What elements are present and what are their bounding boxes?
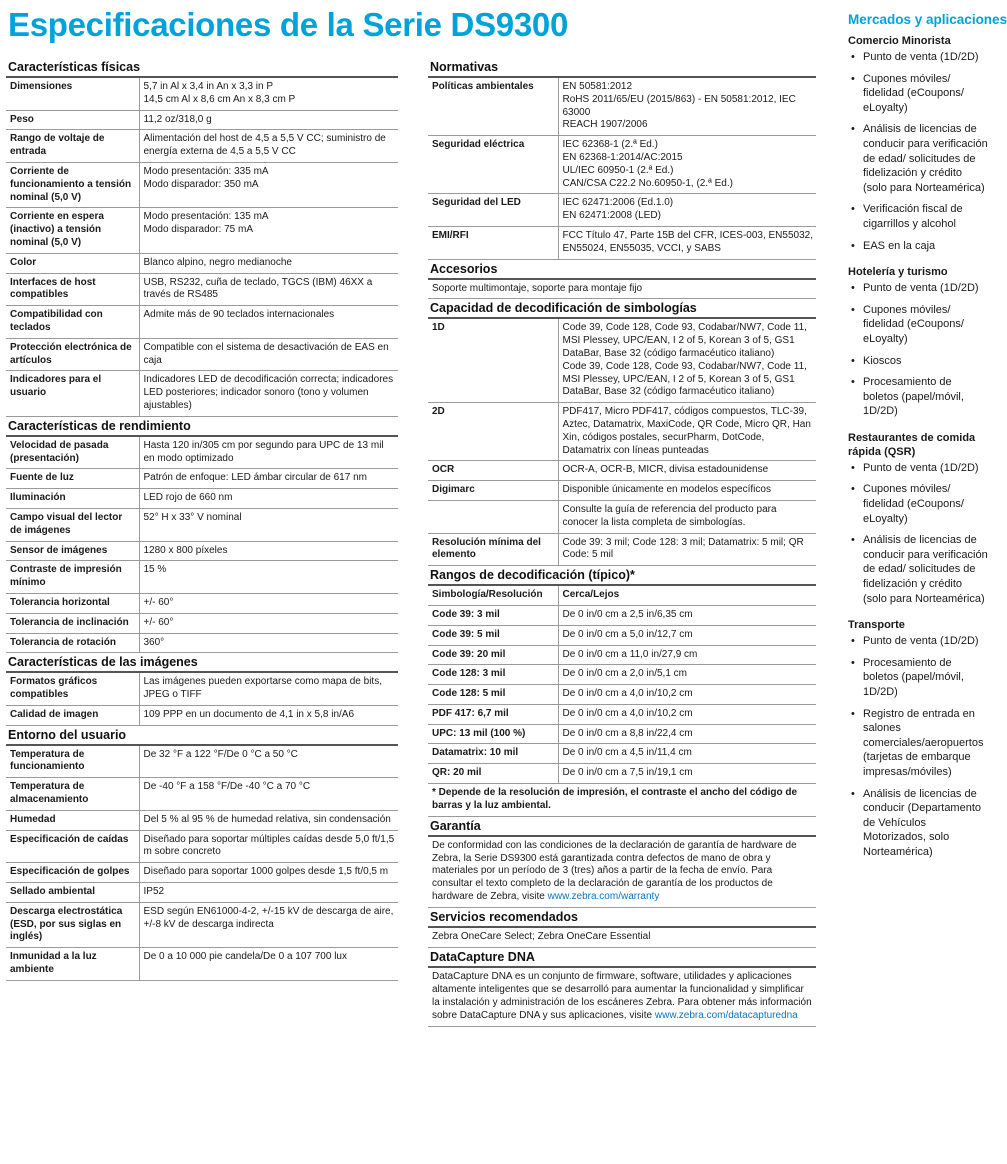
row-value: ESD según EN61000-4-2, +/-15 kV de descarga de aire, +/-8 kV de descarga indirecta [139,902,398,947]
row-label: Descarga electrostática (ESD, por sus siglas en inglés) [6,902,139,947]
table-row [6,863,398,883]
row-label: Resolución mínima del elemento [428,533,558,566]
section-heading: Normativas [428,58,816,78]
column-header: Simbología/Resolución [428,586,558,605]
row-value: EN 50581:2012 RoHS 2011/65/EU (2015/863) - EN 50581:2012, IEC 63000 REACH 1907/2006 [558,78,816,136]
page-title: Especificaciones de la Serie DS9300 [8,6,568,43]
row-label: Contraste de impresión mínimo [6,561,139,594]
column-header: Cerca/Lejos [558,586,816,605]
row-value: Admite más de 90 teclados internacionales [139,306,398,339]
row-value: De 0 in/0 cm a 4,5 in/11,4 cm [558,744,816,764]
row-value: Diseñado para soportar 1000 golpes desde 1,5 ft/0,5 m [139,863,398,883]
left-column [6,58,398,981]
row-label: Campo visual del lector de imágenes [6,508,139,541]
list-item: • Kioscos [848,354,988,369]
table-row [6,561,398,594]
row-value: De -40 °F a 158 °F/De -40 °C a 70 °C [139,778,398,811]
row-value: PDF417, Micro PDF417, códigos compuestos, TLC-39, Aztec, Datamatrix, MaxiCode, QR Code, Micro QR, Han Xin, códigos postales, securPharm, DotCode, Datamatrix con líneas punteadas [558,403,816,461]
row-label: Seguridad del LED [428,194,558,227]
section-heading: Accesorios [428,260,816,280]
rangos-footnote: * Depende de la resolución de impresión, el contraste el ancho del código de barras y la luz ambiental. [428,784,816,817]
table-row [428,704,816,724]
row-label: Code 39: 3 mil [428,605,558,625]
table-row [428,605,816,625]
section-heading: Garantía [428,817,816,837]
row-label: Sellado ambiental [6,883,139,903]
row-label: Seguridad eléctrica [428,136,558,194]
row-label: Corriente de funcionamiento a tensión nominal (5,0 V) [6,162,139,207]
market-group [848,431,988,606]
table-row [428,136,816,194]
list-item: • EAS en la caja [848,239,988,254]
market-group-title: Hotelería y turismo [848,266,948,279]
row-value: De 0 in/0 cm a 4,0 in/10,2 cm [558,685,816,705]
section-heading: Características de rendimiento [6,417,398,437]
row-value: 109 PPP en un documento de 4,1 in x 5,8 in/A6 [139,705,398,725]
row-label: Rango de voltaje de entrada [6,130,139,163]
table-row [428,78,816,136]
market-list [848,50,988,253]
table-row [6,208,398,253]
row-label: Formatos gráficos compatibles [6,673,139,705]
markets-groups [848,34,988,860]
table-row [428,764,816,784]
section-heading: Características físicas [6,58,398,78]
table-row [6,810,398,830]
section-simbologias [428,299,816,566]
market-list [848,634,988,859]
row-label: Tolerancia de inclinación [6,613,139,633]
row-value: Indicadores LED de decodificación correcta; indicadores LED posteriores; indicador sonoro (tono y volumen ajustables) [139,371,398,416]
section-garantia [428,817,816,909]
market-list [848,461,988,606]
spec-table [6,437,398,654]
table-row [6,437,398,469]
row-value: De 0 in/0 cm a 2,0 in/5,1 cm [558,665,816,685]
spec-section [6,726,398,981]
row-value: De 0 in/0 cm a 7,5 in/19,1 cm [558,764,816,784]
table-row [428,665,816,685]
row-label: Especificación de golpes [6,863,139,883]
row-value: De 0 a 10 000 pie candela/De 0 a 107 700 lux [139,948,398,981]
table-row [6,489,398,509]
row-label: Iluminación [6,489,139,509]
row-label: Protección electrónica de artículos [6,338,139,371]
table-row [6,902,398,947]
row-label: EMI/RFI [428,226,558,259]
dna-text: DataCapture DNA es un conjunto de firmware, software, utilidades y aplicaciones altamente inteligentes que se desarrolló para aumentar la funcionalidad y simplificar la instalación y administración de los escáneres Zebra. Para obtener más información sobre DataCapture DNA y sus aplicaciones, visite [432,971,812,1021]
table-row [428,226,816,259]
row-label: Code 128: 5 mil [428,685,558,705]
table-row [428,533,816,566]
row-value: Diseñado para soportar múltiples caídas desde 5,0 ft/1,5 m sobre concreto [139,830,398,863]
section-servicios [428,908,816,948]
market-group [848,265,988,419]
row-value: 11,2 oz/318,0 g [139,110,398,130]
row-label: Humedad [6,810,139,830]
rangos-body [428,605,816,783]
row-label: Indicadores para el usuario [6,371,139,416]
row-value: Patrón de enfoque: LED ámbar circular de 617 nm [139,469,398,489]
row-value: Consulte la guía de referencia del producto para conocer la lista completa de simbologías. [558,500,816,533]
row-label: Especificación de caídas [6,830,139,863]
row-label: OCR [428,461,558,481]
spec-table [6,78,398,417]
row-value: 15 % [139,561,398,594]
table-row [6,705,398,725]
row-value: +/- 60° [139,593,398,613]
list-item: • Cupones móviles/ fidelidad (eCoupons/ eLoyalty) [848,72,988,116]
row-value: IP52 [139,883,398,903]
row-label: PDF 417: 6,7 mil [428,704,558,724]
simbologias-table [428,319,816,566]
table-row [6,613,398,633]
row-value: IEC 62471:2006 (Ed.1.0) EN 62471:2008 (LED) [558,194,816,227]
row-value: Compatible con el sistema de desactivación de EAS en caja [139,338,398,371]
table-row [428,403,816,461]
spec-section [6,417,398,654]
section-rangos [428,566,816,817]
table-row [6,371,398,416]
list-item: • Punto de venta (1D/2D) [848,281,988,296]
table-header-row [428,586,816,605]
row-value: Code 39: 3 mil; Code 128: 3 mil; Datamatrix: 5 mil; QR Code: 5 mil [558,533,816,566]
section-heading: DataCapture DNA [428,948,816,968]
servicios-text: Zebra OneCare Select; Zebra OneCare Essential [428,928,816,948]
row-value: De 0 in/0 cm a 4,0 in/10,2 cm [558,704,816,724]
table-row [428,461,816,481]
row-label: Tolerancia horizontal [6,593,139,613]
row-value: +/- 60° [139,613,398,633]
row-label: UPC: 13 mil (100 %) [428,724,558,744]
row-label: Code 39: 5 mil [428,625,558,645]
table-row [428,319,816,402]
row-value: 360° [139,633,398,653]
table-row [428,500,816,533]
table-row [6,130,398,163]
row-value: Modo presentación: 335 mA Modo disparador: 350 mA [139,162,398,207]
table-row [6,746,398,778]
row-label [428,500,558,533]
normativas-table [428,78,816,260]
row-label: Dimensiones [6,78,139,110]
list-item: • Procesamiento de boletos (papel/móvil, 1D/2D) [848,375,988,419]
row-label: Calidad de imagen [6,705,139,725]
datacapture-dna-link[interactable]: www.zebra.com/datacapturedna [654,1009,798,1021]
row-value: 5,7 in Al x 3,4 in An x 3,3 in P 14,5 cm Al x 8,6 cm An x 8,3 cm P [139,78,398,110]
row-label: Tolerancia de rotación [6,633,139,653]
table-row [428,685,816,705]
rangos-table [428,586,816,784]
spec-table [6,673,398,725]
row-label: Políticas ambientales [428,78,558,136]
row-label: Inmunidad a la luz ambiente [6,948,139,981]
section-heading: Servicios recomendados [428,908,816,928]
section-heading: Entorno del usuario [6,726,398,746]
table-row [6,162,398,207]
row-value: LED rojo de 660 nm [139,489,398,509]
table-row [428,645,816,665]
markets-title: Mercados y aplicaciones [848,12,1007,27]
spec-section [6,58,398,417]
market-group [848,618,988,859]
list-item: • Análisis de licencias de conducir para verificación de edad/ solicitudes de fidelización y crédito (solo para Norteamérica) [848,533,988,606]
market-group [848,34,988,253]
table-row [428,194,816,227]
row-value: Blanco alpino, negro medianoche [139,253,398,273]
section-heading: Rangos de decodificación (típico)* [428,566,816,586]
table-row [6,593,398,613]
table-row [6,253,398,273]
row-label: Temperatura de almacenamiento [6,778,139,811]
row-label: Fuente de luz [6,469,139,489]
table-row [6,883,398,903]
middle-column [428,58,816,1027]
list-item: • Análisis de licencias de conducir (Departamento de Vehículos Motorizados, solo Norteamérica) [848,787,988,860]
market-group-title: Restaurantes de comida rápida (QSR) [848,431,976,458]
table-row [6,273,398,306]
table-row [6,110,398,130]
list-item: • Análisis de licencias de conducir para verificación de edad/ solicitudes de fidelización y crédito (solo para Norteamérica) [848,122,988,195]
row-label: Color [6,253,139,273]
row-value: De 32 °F a 122 °F/De 0 °C a 50 °C [139,746,398,778]
row-value: Del 5 % al 95 % de humedad relativa, sin condensación [139,810,398,830]
row-label: Compatibilidad con teclados [6,306,139,339]
table-row [6,673,398,705]
table-row [6,830,398,863]
row-label: 1D [428,319,558,402]
row-value: FCC Título 47, Parte 15B del CFR, ICES-003, EN55032, EN55024, EN55035, VCCI, y SABS [558,226,816,259]
market-group-title: Transporte [848,619,905,632]
row-value: Hasta 120 in/305 cm por segundo para UPC de 13 mil en modo optimizado [139,437,398,469]
row-label: Code 39: 20 mil [428,645,558,665]
garantia-paragraph [428,837,816,909]
garantia-text: De conformidad con las condiciones de la declaración de garantía de hardware de Zebra, la Serie DS9300 está garantizada contra defectos de mano de obra y materiales por un período de 3 (tres) años a partir de la fecha de envío. Para consultar el texto completo de la declaración de garantía de los productos de hardware de Zebra, visite [432,839,797,903]
row-label: Interfaces de host compatibles [6,273,139,306]
list-item: • Registro de entrada en salones comerciales/aeropuertos (tarjetas de embarque impresas/móviles) [848,707,988,780]
list-item: • Cupones móviles/ fidelidad (eCoupons/ eLoyalty) [848,303,988,347]
warranty-link[interactable]: www.zebra.com/warranty [547,891,660,903]
section-heading: Características de las imágenes [6,653,398,673]
row-value: Disponible únicamente en modelos específicos [558,481,816,501]
row-value: De 0 in/0 cm a 2,5 in/6,35 cm [558,605,816,625]
list-item: • Verificación fiscal de cigarrillos y alcohol [848,202,988,231]
dna-paragraph [428,968,816,1027]
market-list [848,281,988,419]
table-row [6,338,398,371]
table-row [6,541,398,561]
table-row [6,306,398,339]
row-value: Alimentación del host de 4,5 a 5,5 V CC; suministro de energía externa de 4,5 a 5,5 V CC [139,130,398,163]
section-heading: Capacidad de decodificación de simbologías [428,299,816,319]
table-row [6,778,398,811]
list-item: • Punto de venta (1D/2D) [848,461,988,476]
list-item: • Procesamiento de boletos (papel/móvil, 1D/2D) [848,656,988,700]
table-row [6,633,398,653]
row-label: Corriente en espera (inactivo) a tensión nominal (5,0 V) [6,208,139,253]
section-normativas [428,58,816,260]
row-label: Velocidad de pasada (presentación) [6,437,139,469]
table-row [428,724,816,744]
row-label: Temperatura de funcionamiento [6,746,139,778]
row-label: 2D [428,403,558,461]
table-row [6,469,398,489]
market-group-title: Comercio Minorista [848,35,951,47]
list-item: • Punto de venta (1D/2D) [848,50,988,65]
row-value: USB, RS232, cuña de teclado, TGCS (IBM) 46XX a través de RS485 [139,273,398,306]
table-row [6,78,398,110]
table-row [6,948,398,981]
spec-section [6,653,398,725]
row-label: Peso [6,110,139,130]
row-label: Sensor de imágenes [6,541,139,561]
row-label: Datamatrix: 10 mil [428,744,558,764]
list-item: • Cupones móviles/ fidelidad (eCoupons/ eLoyalty) [848,482,988,526]
table-row [428,625,816,645]
table-row [428,481,816,501]
row-value: 1280 x 800 píxeles [139,541,398,561]
row-label: Digimarc [428,481,558,501]
row-label: Code 128: 3 mil [428,665,558,685]
accesorios-text: Soporte multimontaje, soporte para montaje fijo [428,280,816,300]
section-datacapture-dna [428,948,816,1027]
spec-table [6,746,398,981]
row-value: Las imágenes pueden exportarse como mapa de bits, JPEG o TIFF [139,673,398,705]
row-value: De 0 in/0 cm a 8,8 in/22,4 cm [558,724,816,744]
row-label: QR: 20 mil [428,764,558,784]
row-value: OCR-A, OCR-B, MICR, divisa estadounidense [558,461,816,481]
table-row [428,744,816,764]
table-row [6,508,398,541]
markets-sidebar [848,12,1007,872]
row-value: De 0 in/0 cm a 5,0 in/12,7 cm [558,625,816,645]
row-value: IEC 62368-1 (2.ª Ed.) EN 62368-1:2014/AC:2015 UL/IEC 60950-1 (2.ª Ed.) CAN/CSA C22.2 No.60950-1, (2.ª Ed.) [558,136,816,194]
row-value: 52° H x 33° V nominal [139,508,398,541]
row-value: Code 39, Code 128, Code 93, Codabar/NW7, Code 11, MSI Plessey, UPC/EAN, I 2 of 5, Korean 3 of 5, GS1 DataBar, Base 32 (código farmacéutico italiano) Code 39, Code 128, Code 93, Codabar/NW7, Code 11, MSI Plessey, UPC/EAN, I 2 of 5, Korean 3 of 5, GS1 DataBar, Base 32 (código farmacéutico italiano) [558,319,816,402]
list-item: • Punto de venta (1D/2D) [848,634,988,649]
row-value: Modo presentación: 135 mA Modo disparador: 75 mA [139,208,398,253]
section-accesorios [428,260,816,300]
row-value: De 0 in/0 cm a 11,0 in/27,9 cm [558,645,816,665]
